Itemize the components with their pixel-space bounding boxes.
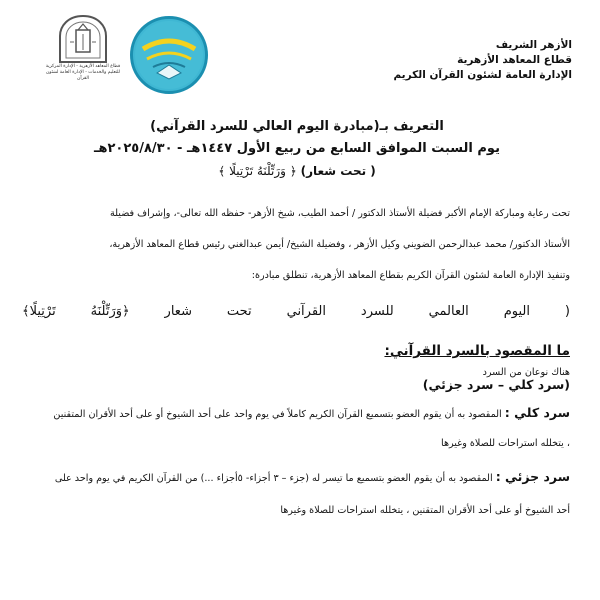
title-block xyxy=(22,116,572,182)
intro-line-1: تحت رعاية ومباركة الإمام الأكبر فضيلة الأستاذ الدكتور / أحمد الطيب، شيخ الأزهر- حفظه الله تعالى-، وإشراف فضيلة xyxy=(109,208,570,219)
azhar-seal-icon xyxy=(48,14,118,98)
section-heading xyxy=(384,343,570,359)
quran-department-logo xyxy=(130,16,208,94)
full-recitation-label: سرد كلي : xyxy=(504,405,570,420)
institution-header xyxy=(352,38,572,83)
slogan-prefix: ( تحت شعار) xyxy=(300,164,376,178)
partial-recitation-label: سرد جزئي : xyxy=(495,469,570,484)
slogan-verse: ﴿ وَرَتِّلْنَهُ تَرْتِيلًا ﴾ xyxy=(218,164,297,178)
document-title: التعريف بـ(مبادرة اليوم العالي للسرد القرآني) xyxy=(150,119,444,134)
types-names: (سرد كلي – سرد جزئي) xyxy=(422,377,570,392)
slogan-line xyxy=(22,160,572,182)
partial-recitation-line-1 xyxy=(18,470,570,486)
initiative-name: ( اليوم العالمي للسرد القرآني تحت شعار ﴿وَرَتِّلْنَهُ تَرْتِيلًا﴾ xyxy=(22,304,570,319)
types-list xyxy=(18,378,570,394)
full-recitation-line-1 xyxy=(18,406,570,422)
seal-caption: قطاع المعاهد الأزهرية - الإدارة المركزية للتعليم والخدمات - الإدارة العامة لشئون القرآن xyxy=(45,64,121,81)
header-line-azhar: الأزهر الشريف xyxy=(495,39,572,51)
types-intro-text: هناك نوعان من السرد xyxy=(482,367,570,378)
partial-recitation-text: المقصود به أن يقوم العضو بتسميع ما تيسر له (جزء – ٣ أجزاء- ٥أجزاء ...) من القرآن الكريم في يوم واحد على xyxy=(54,473,493,484)
full-recitation-line-2: ، يتخلله استراحات للصلاة وغيرها xyxy=(441,438,570,449)
section-heading-text: ما المقصود بالسرد القرآني: xyxy=(384,343,570,359)
event-date: يوم السبت الموافق السابع من ربيع الأول ١٤٤٧هـ - ٢٠٢٥/٨/٣٠هـ xyxy=(94,141,500,156)
azhar-seal-logo xyxy=(48,14,118,98)
full-recitation-text: المقصود به أن يقوم العضو بتسميع القرآن الكريم كاملاً في يوم واحد على أحد الشيوخ أو على أحد الأقران المتقنين xyxy=(53,409,502,420)
intro-line-2: الأستاذ الدكتور/ محمد عبدالرحمن الضويني وكيل الأزهر ، وفضيلة الشيخ/ أيمن عبدالغني رئيس قطاع المعاهد الأزهرية، xyxy=(109,239,570,250)
partial-recitation-line-2: أحد الشيوخ أو على أحد الأقران المتقنين ، يتخلله استراحات للصلاة وغيرها xyxy=(280,505,570,516)
intro-line-3: وتنفيذ الإدارة العامة لشئون القرآن الكريم بقطاع المعاهد الأزهرية، تنطلق مبادرة: xyxy=(251,270,570,281)
quran-logo-icon xyxy=(133,19,205,91)
header-line-department: الإدارة العامة لشئون القرآن الكريم xyxy=(393,69,572,81)
header-line-sector: قطاع المعاهد الأزهرية xyxy=(457,54,572,66)
